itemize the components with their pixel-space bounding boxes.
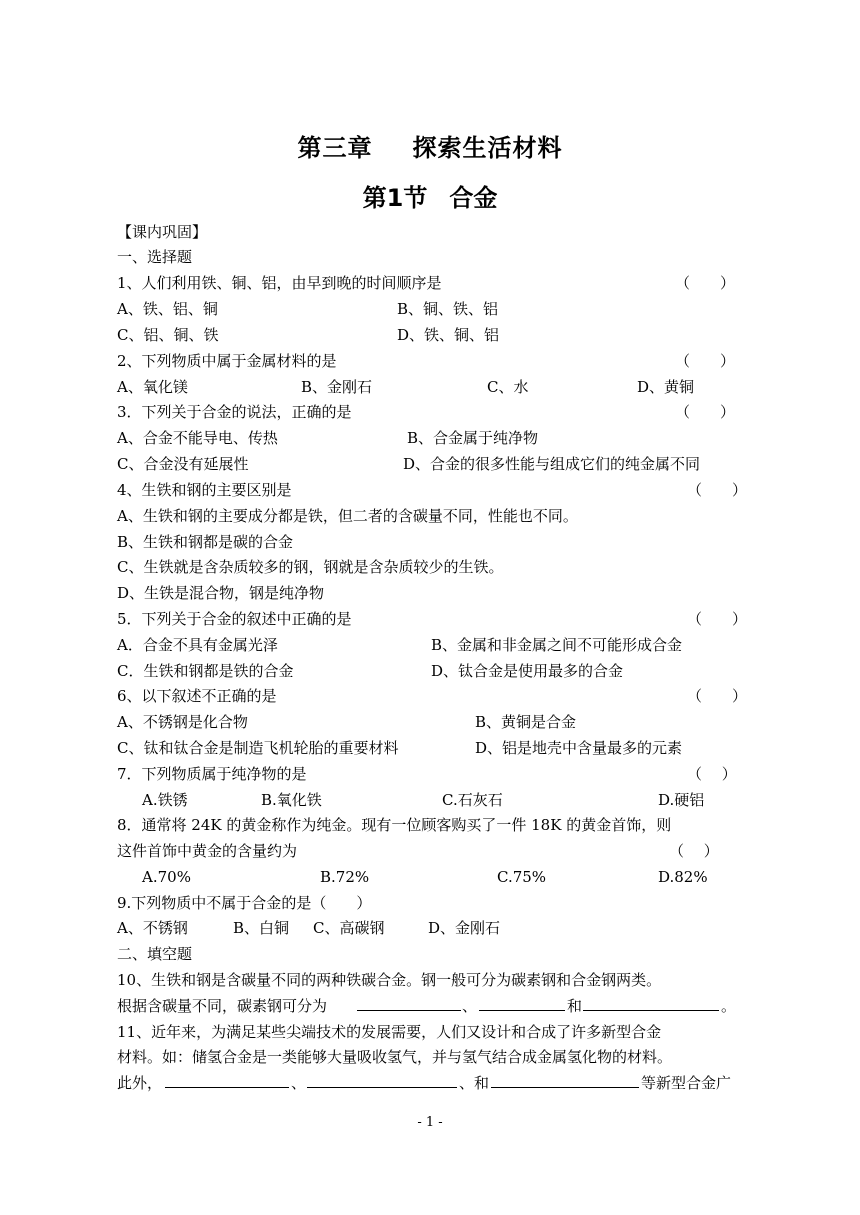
- question-stem: 7．下列物质属于纯净物的是: [117, 765, 307, 783]
- question-stem: 10、生铁和钢是含碳量不同的两种铁碳合金。钢一般可分为碳素钢和合金钢两类。: [117, 971, 662, 989]
- option-a: A．合金不具有金属光泽: [117, 636, 278, 654]
- question-stem: 材料。如：储氢合金是一类能够大量吸收氢气，并与氢气结合成金属氢化物的材料。: [117, 1048, 673, 1066]
- fill-blank-6[interactable]: [491, 1070, 639, 1088]
- question-1: [117, 270, 747, 296]
- chapter-number: 第三章: [297, 134, 373, 162]
- option-d: D、黄铜: [637, 378, 695, 396]
- answer-paren: （ ）: [687, 610, 748, 628]
- option-c: C、铝、铜、铁: [117, 326, 219, 344]
- fill-blank-1[interactable]: [357, 993, 461, 1011]
- option-c: C、合金没有延展性: [117, 455, 249, 473]
- separator: 、: [462, 997, 478, 1015]
- question-stem: 这件首饰中黄金的含量约为: [117, 842, 298, 860]
- option-d: D.82%: [658, 868, 708, 886]
- question-stem: 1、人们利用铁、铜、铝，由早到晚的时间顺序是: [117, 274, 442, 292]
- answer-paren: （ ）: [675, 403, 736, 421]
- answer-paren: （ ）: [687, 687, 748, 705]
- chapter-name: 探索生活材料: [412, 134, 563, 162]
- section-number: 第1节: [362, 184, 428, 212]
- sentence-end: 。: [721, 997, 737, 1015]
- question-stem: 11、近年来，为满足某些尖端技术的发展需要，人们又设计和合成了许多新型合金: [117, 1023, 662, 1041]
- option-d: D、生铁是混合物，钢是纯净物: [117, 584, 325, 602]
- option-d: D.硬铝: [658, 791, 705, 809]
- separator: 、和: [459, 1074, 490, 1092]
- option-d: D、铝是地壳中含量最多的元素: [475, 739, 683, 757]
- option-b: B、白铜: [233, 919, 290, 937]
- option-b: B、生铁和钢都是碳的合金: [117, 533, 294, 551]
- option-d: D、钛合金是使用最多的合金: [431, 662, 624, 680]
- page-number: - 1 -: [417, 1115, 443, 1130]
- option-a: A、氧化镁: [117, 378, 188, 396]
- option-b: B、黄铜是合金: [475, 713, 577, 731]
- option-b: B.72%: [320, 868, 370, 886]
- option-b: B、合金属于纯净物: [407, 429, 539, 447]
- option-a: A、不锈钢: [117, 919, 188, 937]
- question-stem: 3．下列关于合金的说法，正确的是: [117, 403, 352, 421]
- fill-blank-2[interactable]: [479, 993, 565, 1011]
- option-c: C．生铁和钢都是铁的合金: [117, 662, 294, 680]
- option-a: A.70%: [142, 868, 191, 886]
- option-b: B、金属和非金属之间不可能形成合金: [431, 636, 683, 654]
- answer-paren: （ ）: [669, 842, 719, 860]
- answer-paren: （ ）: [675, 274, 736, 292]
- part2-label: 二、填空题: [117, 945, 193, 963]
- separator: 和: [567, 997, 583, 1015]
- option-a: A.铁锈: [142, 791, 188, 809]
- question-stem: 2、下列物质中属于金属材料的是: [117, 352, 337, 370]
- option-b: B、金刚石: [301, 378, 373, 396]
- fill-blank-5[interactable]: [307, 1070, 457, 1088]
- answer-paren: （ ）: [687, 481, 748, 499]
- fill-blank-4[interactable]: [165, 1070, 289, 1088]
- question-stem: 4、生铁和钢的主要区别是: [117, 481, 292, 499]
- separator: 、: [291, 1074, 307, 1092]
- option-a: A、不锈钢是化合物: [117, 713, 248, 731]
- option-c: C、生铁就是含杂质较多的钢，钢就是含杂质较少的生铁。: [117, 558, 504, 576]
- question-stem: 根据含碳量不同，碳素钢可分为: [117, 997, 328, 1015]
- option-c: C、高碳钢: [313, 919, 385, 937]
- sentence-end: 等新型合金广: [641, 1074, 732, 1092]
- answer-paren: （ ）: [675, 352, 736, 370]
- option-c: C.75%: [497, 868, 547, 886]
- option-a: A、铁、铝、铜: [117, 300, 218, 318]
- option-a: A、生铁和钢的主要成分都是铁，但二者的含碳量不同，性能也不同。: [117, 507, 578, 525]
- answer-paren: （ ）: [687, 765, 737, 783]
- question-stem: 5．下列关于合金的叙述中正确的是: [117, 610, 352, 628]
- question-stem: 8．通常将 24K 的黄金称作为纯金。现有一位顾客购买了一件 18K 的黄金首饰，则: [117, 816, 672, 834]
- fill-blank-3[interactable]: [583, 993, 719, 1011]
- option-c: C.石灰石: [442, 791, 503, 809]
- option-d: D、金刚石: [428, 919, 501, 937]
- option-c: C、钛和钛合金是制造飞机轮胎的重要材料: [117, 739, 399, 757]
- question-stem: 6、以下叙述不正确的是: [117, 687, 277, 705]
- question-stem: 9.下列物质中不属于合金的是（ ）: [117, 894, 372, 912]
- option-d: D、铁、铜、铝: [397, 326, 500, 344]
- section-name: 合金: [449, 184, 498, 212]
- option-c: C、水: [487, 378, 529, 396]
- option-b: B.氧化铁: [261, 791, 322, 809]
- option-a: A、合金不能导电、传热: [117, 429, 278, 447]
- chapter-title: [0, 128, 860, 163]
- question-stem: 此外，: [117, 1074, 163, 1092]
- option-b: B、铜、铁、铝: [397, 300, 499, 318]
- bracket-label: 【课内巩固】: [117, 223, 208, 241]
- part1-label: 一、选择题: [117, 248, 193, 266]
- option-d: D、合金的很多性能与组成它们的纯金属不同: [403, 455, 701, 473]
- section-title: [0, 178, 860, 213]
